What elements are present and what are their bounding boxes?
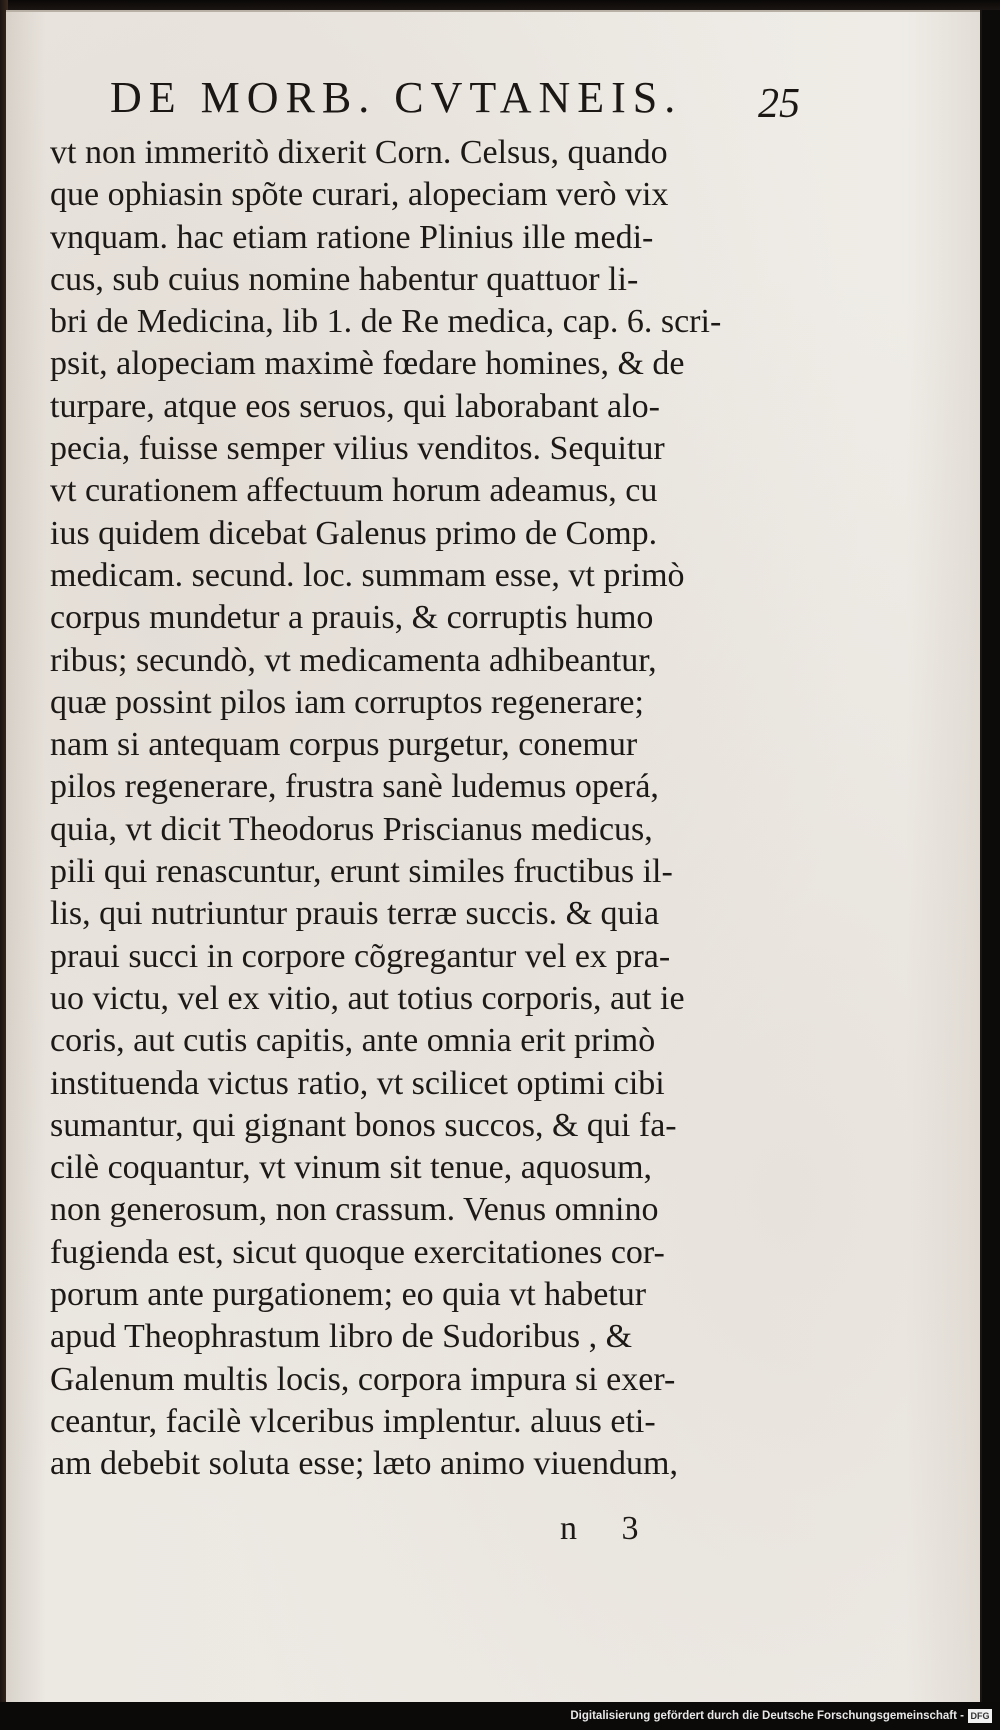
page-header — [110, 72, 870, 132]
text-line: cus, sub cuius nomine habentur quattuor li- — [50, 260, 639, 298]
text-line: ius quidem dicebat Galenus primo de Comp. — [50, 514, 658, 552]
signature-mark: n 3 — [560, 1510, 657, 1547]
text-line: pilos regenerare, frustra sanè ludemus operá, — [50, 768, 659, 806]
text-line: ceantur, facilè vlceribus implentur. aluus eti- — [50, 1402, 656, 1440]
text-line: porum ante purgationem; eo quia vt habetur — [50, 1276, 647, 1314]
text-line: uo victu, vel ex vitio, aut totius corporis, aut ie — [50, 979, 685, 1017]
text-line: ribus; secundò, vt medicamenta adhibeantur, — [50, 641, 657, 679]
text-line: fugienda est, sicut quoque exercitationes cor- — [50, 1233, 665, 1271]
digitization-credit: Digitalisierung gefördert durch die Deutsche Forschungsgemeinschaft - — [570, 1710, 964, 1722]
text-line: coris, aut cutis capitis, ante omnia erit primò — [50, 1022, 656, 1060]
text-line: bri de Medicina, lib 1. de Re medica, cap. 6. scri- — [50, 303, 722, 341]
text-line: turpare, atque eos seruos, qui laborabant alo- — [50, 387, 660, 425]
text-line: quæ possint pilos iam corruptos regenerare; — [50, 683, 644, 721]
text-line: corpus mundetur a prauis, & corruptis humo — [50, 599, 654, 637]
text-line: Galenum multis locis, corpora impura si exer- — [50, 1360, 676, 1398]
text-line: instituenda victus ratio, vt scilicet optimi cibi — [50, 1064, 665, 1102]
text-line: apud Theophrastum libro de Sudoribus , & — [50, 1318, 633, 1356]
text-line: nam si antequam corpus purgetur, conemur — [50, 726, 638, 764]
text-line: psit, alopeciam maximè fœdare homines, & de — [50, 345, 685, 383]
page-number: 25 — [758, 81, 800, 127]
text-line: cilè coquantur, vt vinum sit tenue, aquosum, — [50, 1149, 653, 1187]
running-head: DE MORB. CVTANEIS. — [110, 73, 683, 122]
text-line: pecia, fuisse semper vilius venditos. Sequitur — [50, 430, 665, 468]
body-text — [50, 132, 810, 1486]
text-line: am debebit soluta esse; læto animo viuendum, — [50, 1445, 678, 1483]
text-line: vt curationem affectuum horum adeamus, cu — [50, 472, 658, 510]
text-line: non generosum, non crassum. Venus omnino — [50, 1191, 659, 1229]
text-line: medicam. secund. loc. summam esse, vt primò — [50, 556, 685, 594]
text-line: pili qui renascuntur, erunt similes fructibus il- — [50, 853, 673, 891]
text-line: praui succi in corpore cõgregantur vel ex pra- — [50, 937, 671, 975]
text-line: sumantur, qui gignant bonos succos, & qui fa- — [50, 1106, 677, 1144]
text-line: lis, qui nutriuntur prauis terræ succis. & quia — [50, 895, 660, 933]
text-line: quia, vt dicit Theodorus Priscianus medicus, — [50, 810, 653, 848]
text-line: que ophiasin spõte curari, alopeciam verò vix — [50, 176, 669, 214]
scan-top-edge — [0, 0, 1000, 10]
text-line: vnquam. hac etiam ratione Plinius ille medi- — [50, 218, 654, 256]
dfg-logo-badge: DFG — [968, 1709, 992, 1723]
text-line: vt non immeritò dixerit Corn. Celsus, quando — [50, 134, 668, 171]
